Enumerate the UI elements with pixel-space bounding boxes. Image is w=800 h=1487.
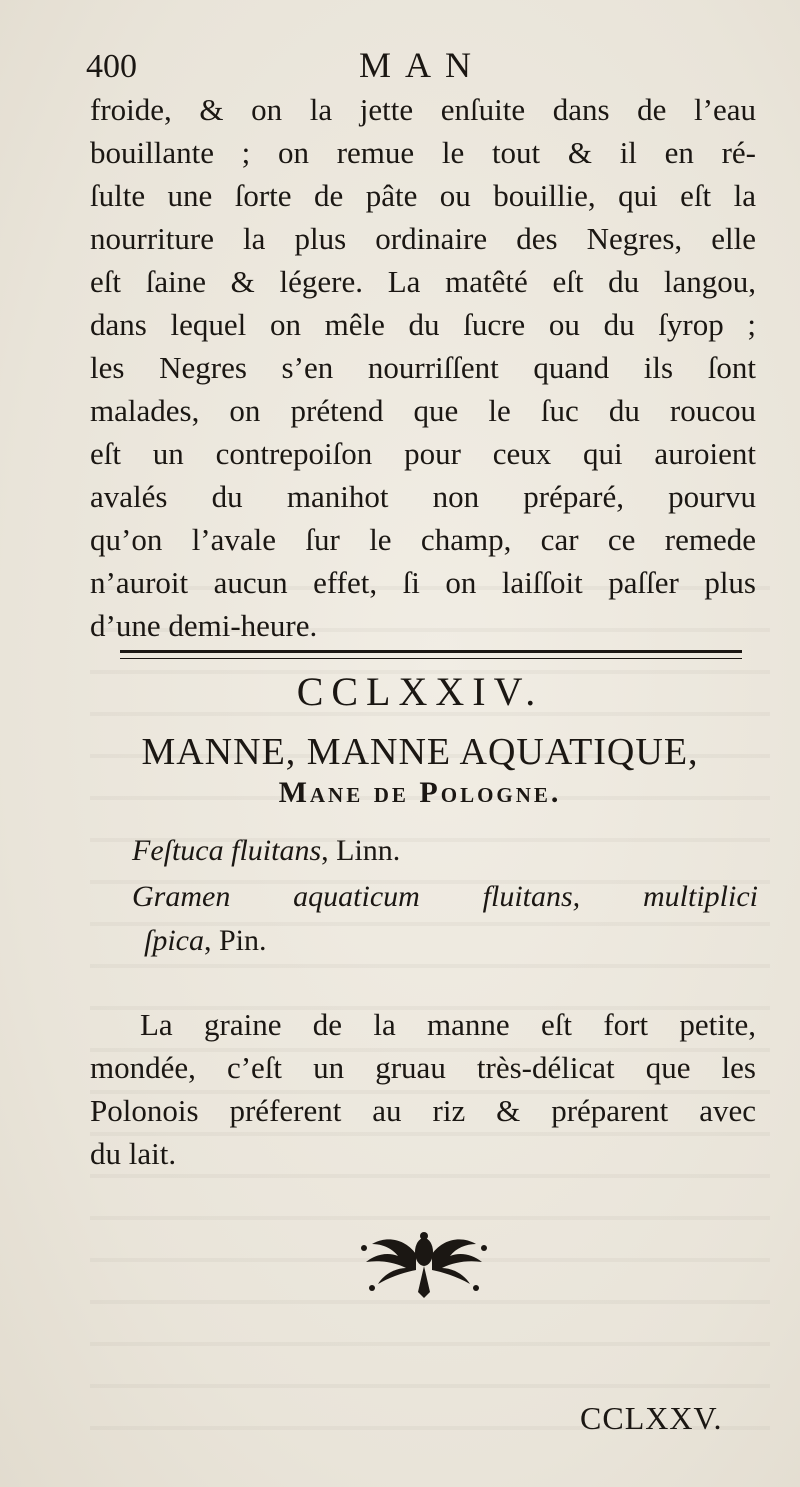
section-number: CCLXXIV. xyxy=(296,669,544,714)
text-line: eſt un contrepoiſon pour ceux qui auroient xyxy=(90,436,756,471)
latin-name: Feſtuca fluitans xyxy=(132,834,322,867)
text-line: La graine de la manne eſt fort petite, xyxy=(140,1007,756,1042)
text-line: les Negres s’en nourriſſent quand ils ſont xyxy=(90,350,756,385)
page-number: 400 xyxy=(86,48,137,85)
text-line: froide, & on la jette enſuite dans de l’eau xyxy=(90,92,756,127)
text-line: eſt ſaine & légere. La matêté eſt du langou, xyxy=(90,264,756,299)
section-divider-rule xyxy=(120,650,742,659)
section-subtitle: Mane de Pologne. xyxy=(278,776,562,809)
body-paragraph xyxy=(90,88,756,647)
text-line: ſulte une ſorte de pâte ou bouillie, qui eſt la xyxy=(90,178,756,213)
latin-name: ſpica xyxy=(144,924,204,957)
running-head: MAN xyxy=(358,45,485,85)
text-line: d’une demi-heure. xyxy=(90,608,318,643)
description-paragraph xyxy=(90,1003,756,1175)
text-line: n’auroit aucun effet, ſi on laiſſoit paſſer plus xyxy=(90,565,756,600)
text-line: nourriture la plus ordinaire des Negres, elle xyxy=(90,221,756,256)
text-line: qu’on l’avale ſur le champ, car ce remede xyxy=(90,522,756,557)
page-header xyxy=(86,42,758,90)
author-citation: , Pin. xyxy=(204,924,267,957)
catchword: CCLXXV. xyxy=(580,1400,723,1436)
synonym-pinax-line2 xyxy=(144,924,267,958)
printers-ornament-icon xyxy=(358,1230,490,1300)
text-line: Polonois préferent au riz & préparent avec xyxy=(90,1093,756,1128)
text-line: dans lequel on mêle du ſucre ou du ſyrop ; xyxy=(90,307,756,342)
text-line: du lait. xyxy=(90,1136,177,1171)
author-citation: , Linn. xyxy=(321,834,401,867)
section-title: MANNE, MANNE AQUATIQUE, xyxy=(141,731,699,773)
text-line: avalés du manihot non préparé, pourvu xyxy=(90,479,756,514)
text-line: bouillante ; on remue le tout & il en ré- xyxy=(90,135,756,170)
synonym-linnaeus xyxy=(132,834,400,868)
text-line: malades, on prétend que le ſuc du roucou xyxy=(90,393,756,428)
synonym-pinax-line1 xyxy=(132,880,758,914)
text-line: mondée, c’eſt un gruau très-délicat que les xyxy=(90,1050,756,1085)
latin-name: Gramen aquaticum fluitans, multiplici xyxy=(132,880,758,913)
